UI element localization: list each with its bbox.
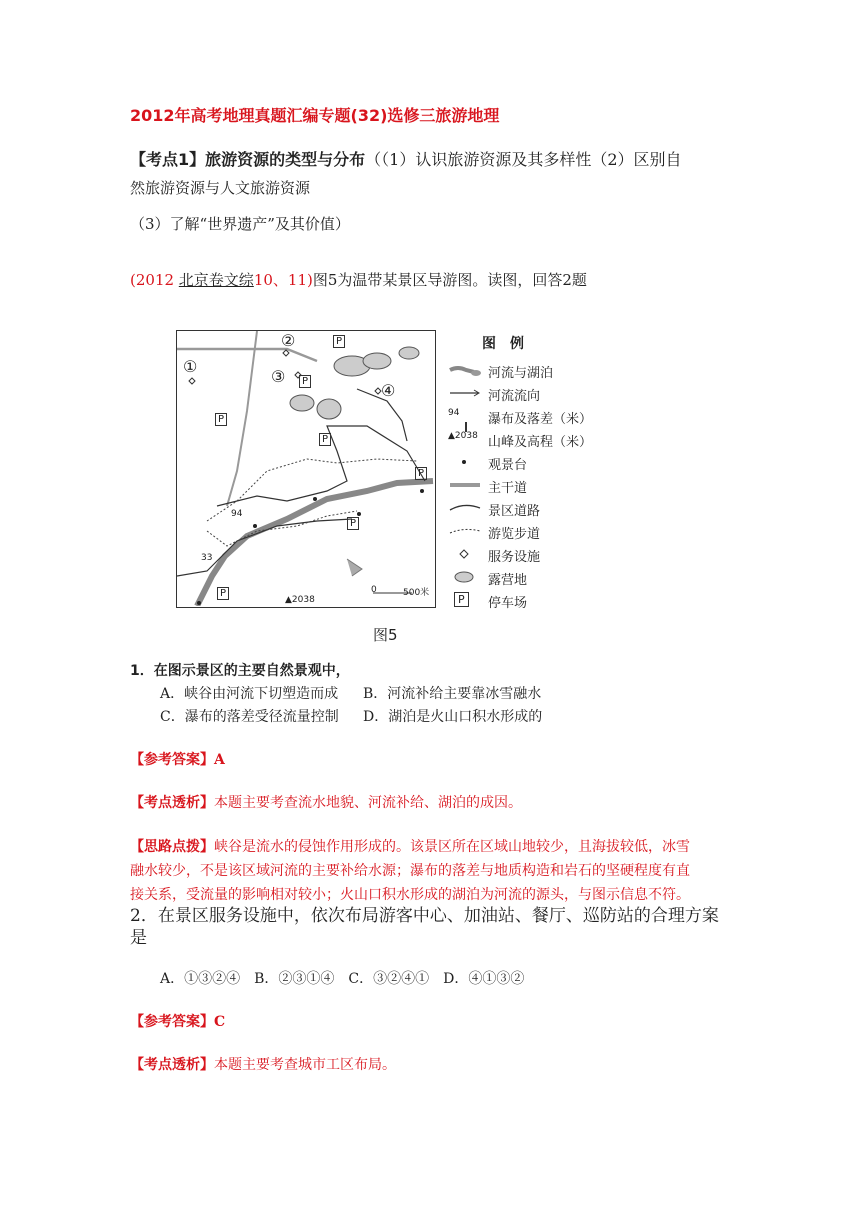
parking-4: P xyxy=(415,467,427,480)
source-link[interactable]: 北京卷文综 xyxy=(178,271,254,289)
scenic-road-icon xyxy=(448,500,482,516)
parking-5: P xyxy=(347,517,359,530)
legend-label: 山峰及高程（米） xyxy=(488,435,593,450)
q1-option-a: A．峡谷由河流下切塑造而成 xyxy=(160,686,339,702)
q1-answer-value: A xyxy=(214,752,225,768)
q1-option-d: D．湖泊是火山口积水形成的 xyxy=(363,709,543,725)
legend-label: 停车场 xyxy=(488,596,528,611)
viewpoint-3 xyxy=(420,489,424,493)
q1-analysis xyxy=(130,792,522,812)
q1-hint-line-2: 融水较少，不是该区域河流的主要补给水源；瀑布的落差与地质构造和岩石的坚硬程度有直 xyxy=(130,863,690,879)
legend-label: 露营地 xyxy=(488,573,528,588)
main-road-2 xyxy=(227,331,257,506)
kaodian-label: 【考点1】 xyxy=(130,150,206,169)
page-title: 2012年高考地理真题汇编专题(32)选修三旅游地理 xyxy=(130,106,500,125)
campsite-2 xyxy=(363,353,391,369)
legend-label: 景区道路 xyxy=(488,504,541,519)
parking-7: P xyxy=(299,375,311,388)
trail-2 xyxy=(207,511,357,546)
label-n4: ④ xyxy=(381,381,396,400)
lake-small xyxy=(347,559,362,576)
viewpoint-5 xyxy=(197,601,201,605)
q2-options: A．①③②④ B．②③①④ C．③②④① D．④①③② xyxy=(160,971,525,987)
label-peak: ▲2038 xyxy=(285,595,315,605)
q2-analysis xyxy=(130,1054,396,1074)
service-1 xyxy=(189,378,195,384)
legend-label: 服务设施 xyxy=(488,550,541,565)
source-text: 图5为温带某景区导游图。读图，回答2题 xyxy=(312,271,587,289)
kaodian-heading: 旅游资源的类型与分布 xyxy=(205,150,366,169)
viewpoint-1 xyxy=(313,497,317,501)
campsite-3 xyxy=(399,347,419,359)
q2-stem-1: 2．在景区服务设施中，依次布局游客中心、加油站、餐厅、巡防站的合理方案 xyxy=(130,906,719,926)
scenic-map xyxy=(176,330,436,608)
q1-answer xyxy=(130,749,225,769)
main-road xyxy=(177,349,317,361)
kaodian-block xyxy=(130,148,750,200)
campsite-4 xyxy=(290,395,314,411)
kaodian-detail-2: 然旅游资源与人文旅游资源 xyxy=(130,179,311,197)
trail-icon xyxy=(448,523,482,539)
q1-stem: 1．在图示景区的主要自然景观中， xyxy=(130,663,350,679)
parking-6: P xyxy=(217,587,229,600)
label-scale-0: 0 xyxy=(371,585,377,595)
q1-hint-label: 【思路点拨】 xyxy=(130,839,214,855)
kaodian-detail-3: （3）了解“世界遗产”及其价值） xyxy=(130,215,350,233)
parking-1: P xyxy=(333,335,345,348)
q1-option-c: C．瀑布的落差受径流量控制 xyxy=(160,709,339,725)
river-lake-icon xyxy=(448,362,482,378)
label-fall-33: 33 xyxy=(201,553,213,563)
q2-analysis-text: 本题主要考查城市工区布局。 xyxy=(214,1057,396,1073)
q1-hint-line-3: 接关系，受流量的影响相对较小；火山口积水形成的湖泊为河流的源头，与图示信息不符。 xyxy=(130,887,690,903)
legend-label: 河流流向 xyxy=(488,389,541,404)
q1-option-b: B．河流补给主要靠冰雪融水 xyxy=(363,686,542,702)
service-icon xyxy=(448,546,482,562)
legend-label: 河流与湖泊 xyxy=(488,366,554,381)
label-n2: ② xyxy=(281,331,296,350)
legend-label: 观景台 xyxy=(488,458,528,473)
figure-caption: 图5 xyxy=(373,626,398,644)
q2-answer-label: 【参考答案】 xyxy=(130,1014,214,1030)
main-road-icon xyxy=(448,477,482,493)
parking-icon: P xyxy=(454,592,469,607)
label-n1: ① xyxy=(183,357,198,376)
flow-arrow-icon xyxy=(448,385,482,401)
label-n3: ③ xyxy=(271,367,286,386)
peak-icon: ▲2038 xyxy=(448,431,478,441)
q2-answer-value: C xyxy=(214,1014,226,1030)
q2-stem-2: 是 xyxy=(130,928,147,948)
q2-answer xyxy=(130,1011,225,1031)
viewpoint-4 xyxy=(357,512,361,516)
q1-analysis-label: 【考点透析】 xyxy=(130,795,214,811)
map-svg xyxy=(177,331,434,606)
label-scale-500: 500米 xyxy=(403,588,430,598)
q1-answer-label: 【参考答案】 xyxy=(130,752,214,768)
campsite-5 xyxy=(317,399,341,419)
source-prefix: (2012 xyxy=(130,271,179,289)
source-suffix: 10、11) xyxy=(253,271,313,289)
q1-analysis-text: 本题主要考查流水地貌、河流补给、湖泊的成因。 xyxy=(214,795,522,811)
legend-label: 瀑布及落差（米） xyxy=(488,412,593,427)
waterfall-icon: 94 xyxy=(448,408,460,418)
viewpoint-icon xyxy=(448,454,482,470)
campsite-icon xyxy=(448,569,482,585)
parking-2: P xyxy=(215,413,227,426)
viewpoint-2 xyxy=(253,524,257,528)
q1-hint xyxy=(130,835,730,907)
service-2 xyxy=(283,350,289,356)
label-fall-94: 94 xyxy=(231,509,243,519)
source-line xyxy=(130,268,587,292)
legend-label: 游览步道 xyxy=(488,527,541,542)
q1-hint-line-1: 峡谷是流水的侵蚀作用形成的。该景区所在区域山地较少，且海拔较低，冰雪 xyxy=(214,839,690,855)
legend-title: 图 例 xyxy=(482,336,524,352)
kaodian-detail-1: （（1）认识旅游资源及其多样性（2）区别自 xyxy=(365,150,682,169)
parking-3: P xyxy=(319,433,331,446)
legend-label: 主干道 xyxy=(488,481,528,496)
q2-analysis-label: 【考点透析】 xyxy=(130,1057,214,1073)
